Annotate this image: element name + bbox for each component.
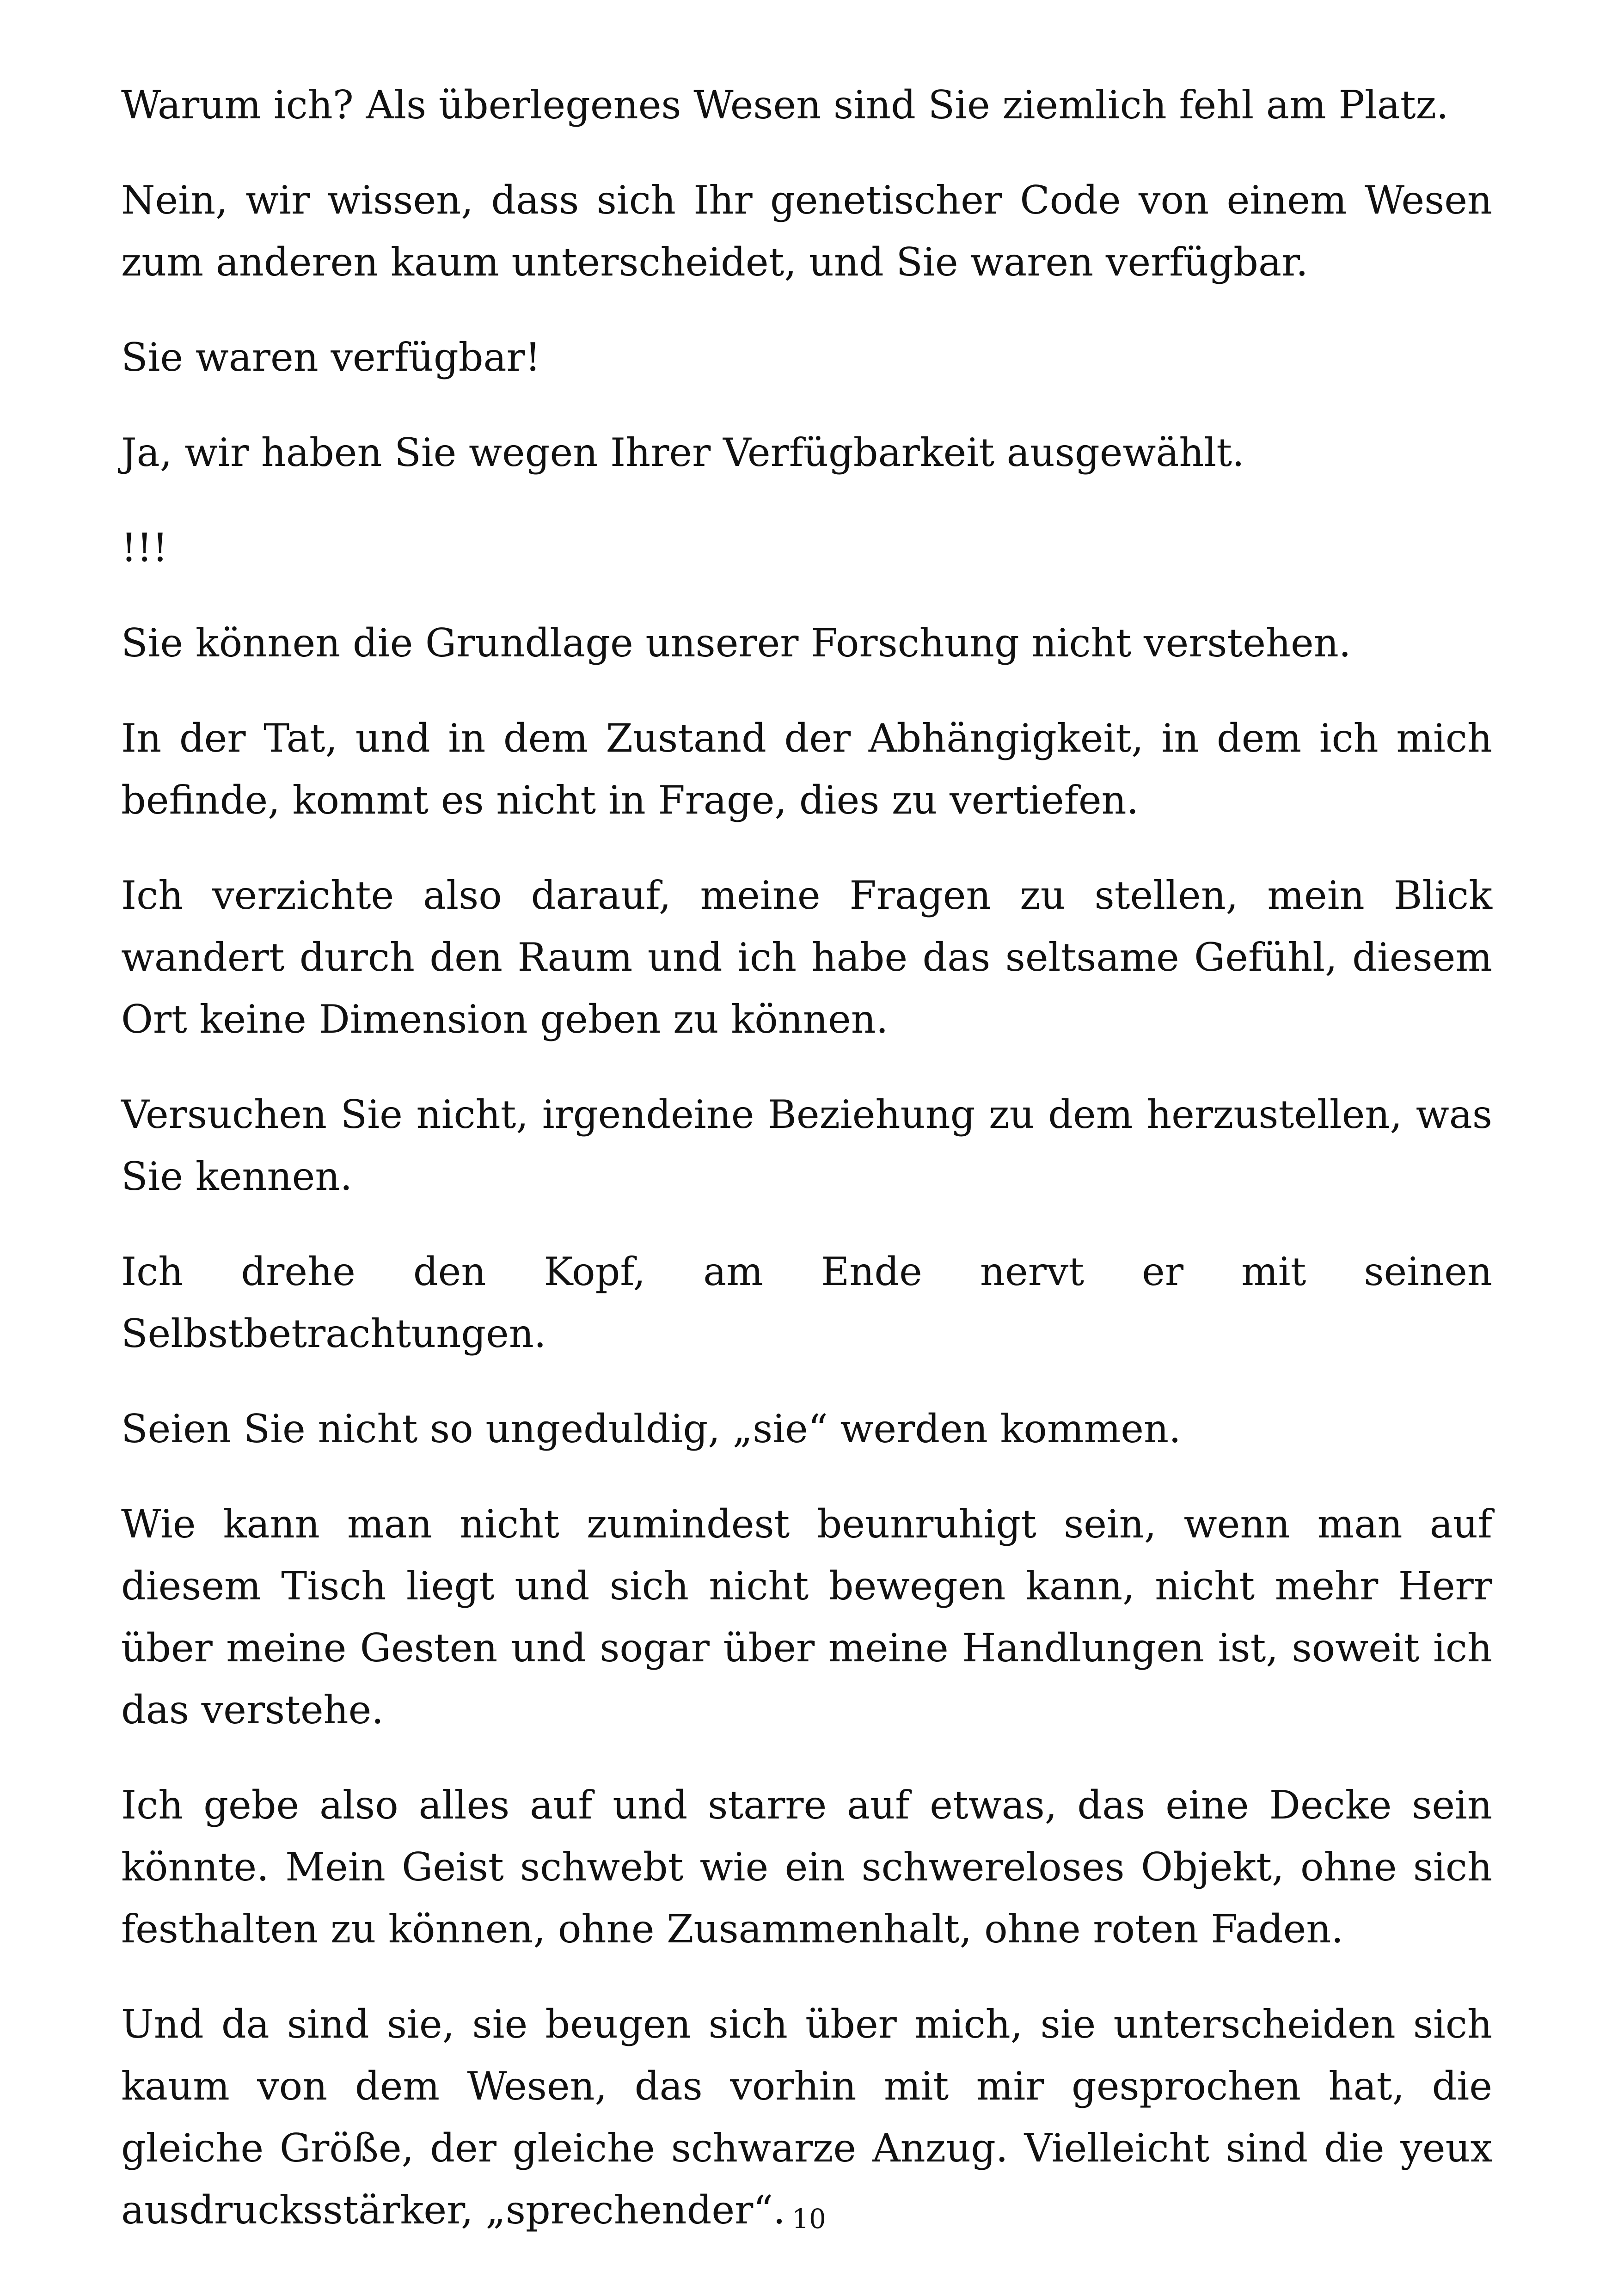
paragraph: Sie waren verfügbar! [121, 335, 541, 380]
paragraph: Warum ich? Als überlegenes Wesen sind Sie ziemlich fehl am Platz. [121, 82, 1449, 128]
paragraph: In der Tat, und in dem Zustand der Abhängigkeit, in dem ich mich befinde, kommt es nicht in Frage, dies zu vertiefen. [121, 716, 1492, 823]
paragraph: !!! [121, 525, 168, 570]
paragraph: Wie kann man nicht zumindest beunruhigt sein, wenn man auf diesem Tisch liegt und sich nicht bewegen kann, nicht mehr Herr über meine Gesten und sogar über meine Handlungen ist, soweit ich das verstehe. [121, 1501, 1492, 1733]
paragraph: Seien Sie nicht so ungeduldig, „sie“ werden kommen. [121, 1406, 1181, 1451]
paragraph: Ja, wir haben Sie wegen Ihrer Verfügbarkeit ausgewählt. [121, 430, 1244, 475]
page-body [121, 74, 1492, 2274]
page-number: 10 [792, 2203, 826, 2235]
paragraph: Sie können die Grundlage unserer Forschung nicht verstehen. [121, 620, 1351, 666]
paragraph: Ich drehe den Kopf, am Ende nervt er mit seinen Selbstbetrachtungen. [121, 1249, 1492, 1356]
paragraph: Ich gebe also alles auf und starre auf etwas, das eine Decke sein könnte. Mein Geist schwebt wie ein schwereloses Objekt, ohne sich festhalten zu können, ohne Zusammenhalt, ohne roten Faden. [121, 1782, 1492, 1952]
paragraph: Ich verzichte also darauf, meine Fragen zu stellen, mein Blick wandert durch den Raum und ich habe das seltsame Gefühl, diesem Ort keine Dimension geben zu können. [121, 873, 1492, 1042]
paragraph: Und da sind sie, sie beugen sich über mich, sie unterscheiden sich kaum von dem Wesen, das vorhin mit mir gesprochen hat, die gleiche Größe, der gleiche schwarze Anzug. Vielleicht sind die yeux ausdrucksstärker, „sprechender“. [121, 2002, 1492, 2233]
paragraph: Versuchen Sie nicht, irgendeine Beziehung zu dem herzustellen, was Sie kennen. [121, 1092, 1492, 1199]
paragraph: Nein, wir wissen, dass sich Ihr genetischer Code von einem Wesen zum anderen kaum unterscheidet, und Sie waren verfügbar. [121, 178, 1492, 285]
